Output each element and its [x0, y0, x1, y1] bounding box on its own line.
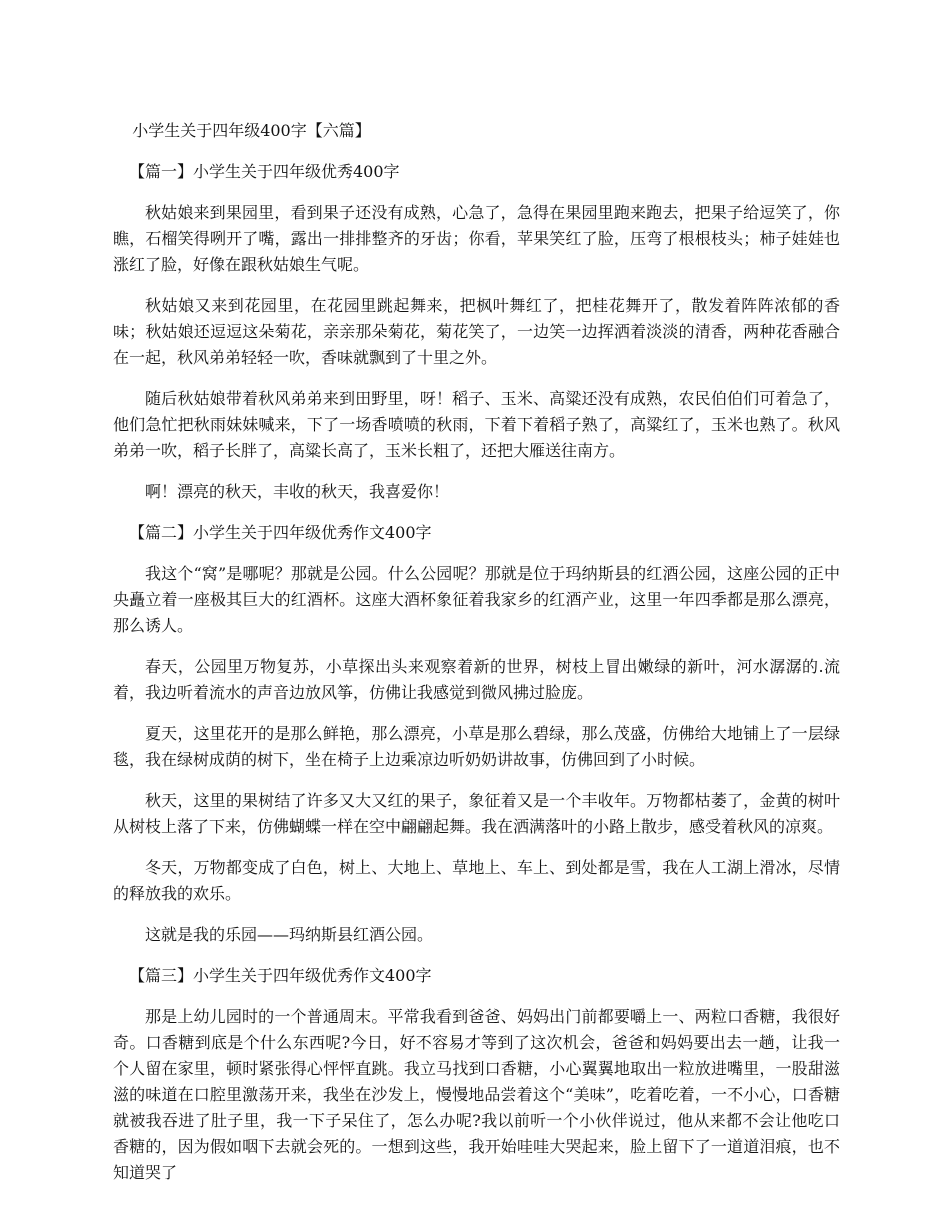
paragraph: 秋姑娘来到果园里，看到果子还没有成熟，心急了，急得在果园里跑来跑去，把果子给逗笑了，你瞧，石榴笑得咧开了嘴，露出一排排整齐的牙齿；你看，苹果笑红了脸，压弯了根根枝头；柿子娃娃也涨红了脸，好像在跟秋姑娘生气呢。	[113, 203, 840, 274]
document-page	[113, 118, 840, 1201]
paragraph: 随后秋姑娘带着秋风弟弟来到田野里，呀！稻子、玉米、高粱还没有成熟，农民伯伯们可着急了，他们急忙把秋雨妹妹喊来，下了一场香喷喷的秋雨，下着下着稻子熟了，高粱红了，玉米也熟了。秋风弟弟一吹，稻子长胖了，高粱长高了，玉米长粗了，还把大雁送往南方。	[113, 389, 840, 460]
paragraph: 冬天，万物都变成了白色，树上、大地上、草地上、车上、到处都是雪，我在人工湖上滑冰，尽情的释放我的欢乐。	[113, 858, 840, 903]
paragraph: 秋天，这里的果树结了许多又大又红的果子，象征着又是一个丰收年。万物都枯萎了，金黄的树叶从树枝上落了下来，仿佛蝴蝶一样在空中翩翩起舞。我在洒满落叶的小路上散步，感受着秋风的凉爽。	[113, 791, 840, 836]
section-heading: 【篇一】小学生关于四年级优秀400字	[129, 162, 400, 181]
document-title: 小学生关于四年级400字【六篇】	[132, 121, 371, 140]
paragraph: 夏天，这里花开的是那么鲜艳，那么漂亮，小草是那么碧绿，那么茂盛，仿佛给大地铺上了一层绿毯，我在绿树成荫的树下，坐在椅子上边乘凉边听奶奶讲故事，仿佛回到了小时候。	[113, 724, 840, 769]
paragraph: 春天，公园里万物复苏，小草探出头来观察着新的世界，树枝上冒出嫩绿的新叶，河水潺潺的.流着，我边听着流水的声音边放风筝，仿佛让我感觉到微风拂过脸庞。	[113, 657, 840, 702]
paragraph: 这就是我的乐园——玛纳斯县红酒公园。	[145, 925, 434, 944]
section-heading: 【篇三】小学生关于四年级优秀作文400字	[129, 966, 432, 985]
section-heading: 【篇二】小学生关于四年级优秀作文400字	[129, 523, 432, 542]
paragraph: 我这个“窝”是哪呢？那就是公园。什么公园呢？那就是位于玛纳斯县的红酒公园，这座公园的正中央矗立着一座极其巨大的红酒杯。这座大酒杯象征着我家乡的红酒产业，这里一年四季都是那么漂亮，那么诱人。	[113, 564, 840, 635]
paragraph: 秋姑娘又来到花园里，在花园里跳起舞来，把枫叶舞红了，把桂花舞开了，散发着阵阵浓郁的香味；秋姑娘还逗逗这朵菊花，亲亲那朵菊花，菊花笑了，一边笑一边挥洒着淡淡的清香，两种花香融合在一起，秋风弟弟轻轻一吹，香味就飘到了十里之外。	[113, 296, 840, 367]
paragraph: 啊！漂亮的秋天，丰收的秋天，我喜爱你！	[145, 482, 450, 501]
paragraph: 那是上幼儿园时的一个普通周末。平常我看到爸爸、妈妈出门前都要嚼上一、两粒口香糖，我很好奇。口香糖到底是个什么东西呢?今日，好不容易才等到了这次机会，爸爸和妈妈要出去一趟，让我一个人留在家里，顿时紧张得心怦怦直跳。我立马找到口香糖，小心翼翼地取出一粒放进嘴里，一股甜滋滋的味道在口腔里激荡开来，我坐在沙发上，慢慢地品尝着这个“美味”，吃着吃着，一不小心，口香糖就被我吞进了肚子里，我一下子呆住了，怎么办呢?我以前听一个小伙伴说过，他从来都不会让他吃口香糖的，因为假如咽下去就会死的。一想到这些，我开始哇哇大哭起来，脸上留下了一道道泪痕，也不知道哭了	[113, 1007, 840, 1182]
